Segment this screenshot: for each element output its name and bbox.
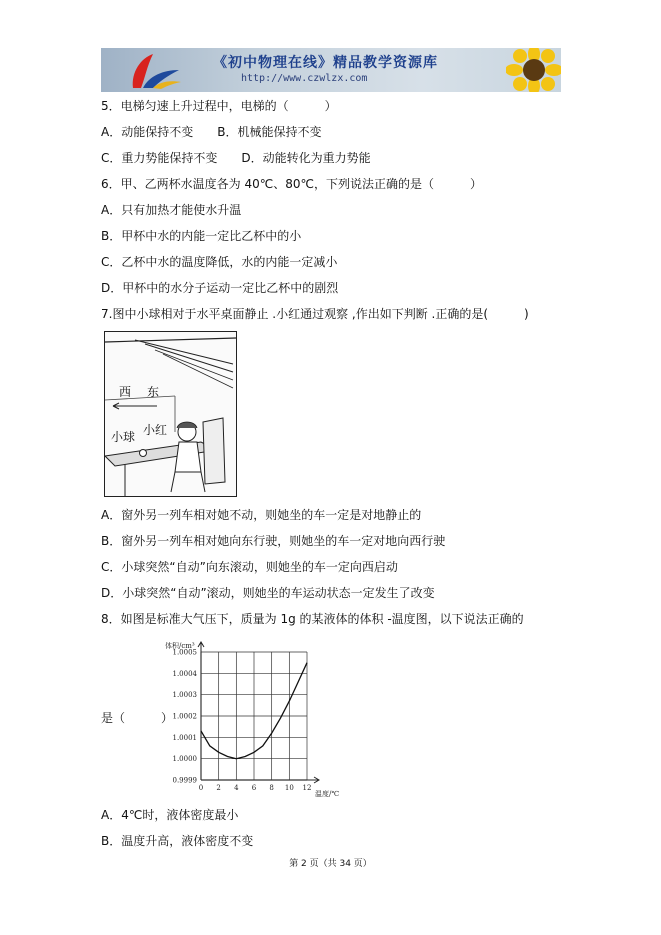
x-tick-label: 10 bbox=[284, 784, 294, 792]
question-8-stem: 8．如图是标准大气压下，质量为 1g 的某液体的体积 -温度图，以下说法正确的 bbox=[101, 612, 524, 626]
question-8-option-b: B．温度升高，液体密度不变 bbox=[101, 834, 254, 848]
y-tick-label: 1.0001 bbox=[172, 733, 197, 742]
train-figure bbox=[104, 331, 237, 497]
sunflower-icon bbox=[506, 48, 561, 92]
y-tick-label: 1.0002 bbox=[172, 712, 197, 721]
page-footer: 第 2 页（共 34 页） bbox=[289, 859, 372, 869]
question-6-option-c: C．乙杯中水的温度降低，水的内能一定减小 bbox=[101, 255, 338, 269]
train-illustration bbox=[105, 332, 236, 496]
question-5-option-ab: A．动能保持不变 B．机械能保持不变 bbox=[101, 125, 322, 139]
x-tick-label: 2 bbox=[216, 784, 221, 792]
x-tick-label: 8 bbox=[269, 784, 274, 792]
chart-xlabel: 温度/℃ bbox=[315, 790, 340, 798]
chart-yticks bbox=[173, 649, 198, 785]
label-ball: 小球 bbox=[111, 430, 136, 444]
y-tick-label: 1.0000 bbox=[172, 755, 197, 764]
chart-grid bbox=[198, 642, 319, 783]
question-7-option-a: A．窗外另一列车相对她不动，则她坐的车一定是对地静止的 bbox=[101, 508, 422, 522]
header-banner bbox=[101, 48, 561, 92]
y-tick-label: 1.0004 bbox=[172, 669, 197, 678]
label-east: 东 bbox=[147, 385, 160, 399]
question-8-option-a: A．4℃时，液体密度最小 bbox=[101, 808, 239, 822]
y-tick-label: 1.0005 bbox=[172, 648, 197, 657]
y-tick-label: 0.9999 bbox=[172, 776, 197, 785]
banner-title: 《初中物理在线》精品教学资源库 bbox=[213, 55, 438, 71]
question-6-option-b: B．甲杯中水的内能一定比乙杯中的小 bbox=[101, 229, 302, 243]
question-7-option-d: D．小球突然“自动”滚动，则她坐的车运动状态一定发生了改变 bbox=[101, 586, 435, 600]
x-tick-label: 6 bbox=[251, 784, 257, 792]
chart-xticks bbox=[199, 784, 312, 792]
question-5-option-cd: C．重力势能保持不变 D．动能转化为重力势能 bbox=[101, 151, 371, 165]
question-8-stem-end: 是（ ） bbox=[101, 711, 174, 725]
question-6-option-a: A．只有加热才能使水升温 bbox=[101, 203, 242, 217]
x-tick-label: 4 bbox=[234, 784, 239, 792]
chart-axes bbox=[198, 642, 319, 783]
volume-temperature-chart bbox=[157, 636, 353, 798]
leaf-logo-icon bbox=[123, 52, 183, 90]
x-tick-label: 12 bbox=[302, 784, 312, 792]
question-7-stem: 7.图中小球相对于水平桌面静止 .小红通过观察 ,作出如下判断 .正确的是( ) bbox=[101, 307, 529, 321]
label-girl: 小红 bbox=[143, 423, 168, 437]
question-7-option-c: C．小球突然“自动”向东滚动，则她坐的车一定向西启动 bbox=[101, 560, 398, 574]
question-6-stem: 6．甲、乙两杯水温度各为 40℃、80℃，下列说法正确的是（ ） bbox=[101, 177, 482, 191]
question-5-stem: 5．电梯匀速上升过程中，电梯的（ ） bbox=[101, 99, 337, 113]
question-7-option-b: B．窗外另一列车相对她向东行驶，则她坐的车一定对地向西行驶 bbox=[101, 534, 446, 548]
banner-url: http://www.czwlzx.com bbox=[241, 73, 368, 84]
y-tick-label: 1.0003 bbox=[172, 691, 197, 700]
x-tick-label: 0 bbox=[198, 784, 204, 792]
chart-ylabel: 体积/cm³ bbox=[165, 642, 195, 650]
question-6-option-d: D．甲杯中的水分子运动一定比乙杯中的剧烈 bbox=[101, 281, 339, 295]
label-west: 西 bbox=[119, 385, 132, 399]
